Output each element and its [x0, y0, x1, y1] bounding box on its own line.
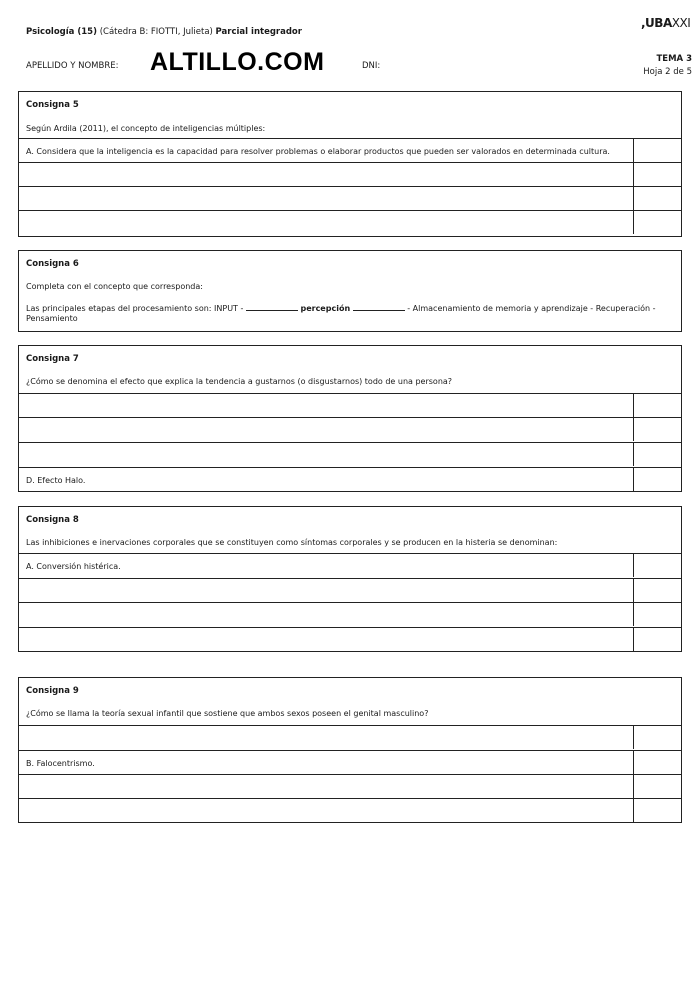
fill-answer: percepción — [300, 304, 351, 313]
consigna-5 — [18, 91, 682, 237]
answer-row[interactable] — [19, 442, 681, 466]
answer-row[interactable] — [19, 798, 681, 822]
chair-name: (Cátedra B: FIOTTI, Julieta) — [99, 27, 213, 37]
consigna-question: ¿Cómo se denomina el efecto que explica la tendencia a gustarnos (o disgustarnos) todo de una persona? — [26, 377, 453, 386]
mark-cell[interactable] — [633, 187, 634, 210]
consigna-question: Completa con el concepto que corresponda: — [26, 282, 203, 291]
dni-label: DNI: — [362, 61, 381, 71]
mark-cell[interactable] — [633, 418, 634, 441]
answer-row[interactable] — [19, 210, 681, 234]
mark-cell[interactable] — [633, 443, 634, 466]
blank-line — [246, 310, 298, 311]
answer-row[interactable] — [19, 725, 681, 749]
consigna-question: Según Ardila (2011), el concepto de inteligencias múltiples: — [26, 124, 266, 133]
mark-cell[interactable] — [633, 799, 634, 822]
answer-row[interactable] — [19, 467, 681, 491]
answer-text: B. Falocentrismo. — [26, 759, 95, 768]
answer-row[interactable] — [19, 186, 681, 210]
tema-number: TEMA 3 — [656, 54, 692, 64]
mark-cell[interactable] — [633, 726, 634, 749]
answer-row[interactable] — [19, 417, 681, 441]
consigna-question: ¿Cómo se llama la teoría sexual infantil que sostiene que ambos sexos poseen el genital masculino? — [26, 709, 429, 718]
uba-xxi-logo: ,UBAXXI — [641, 16, 691, 30]
mark-cell[interactable] — [633, 163, 634, 186]
answer-row[interactable] — [19, 553, 681, 577]
answer-text: D. Efecto Halo. — [26, 476, 86, 485]
mark-cell[interactable] — [633, 468, 634, 491]
mark-cell[interactable] — [633, 394, 634, 417]
name-label: APELLIDO Y NOMBRE: — [26, 61, 119, 71]
exam-header — [26, 27, 302, 37]
consigna-title: Consigna 8 — [26, 515, 79, 525]
mark-cell[interactable] — [633, 554, 634, 577]
fill-prefix: Las principales etapas del procesamiento son: INPUT - — [26, 304, 246, 313]
page-indicator: Hoja 2 de 5 — [643, 67, 692, 77]
mark-cell[interactable] — [633, 603, 634, 626]
answer-row[interactable] — [19, 774, 681, 798]
answer-text: A. Considera que la inteligencia es la capacidad para resolver problemas o elaborar productos que pueden ser valorados en determinada cultura. — [26, 147, 610, 156]
answer-row[interactable] — [19, 602, 681, 626]
mark-cell[interactable] — [633, 211, 634, 234]
subject-name: Psicología (15) — [26, 27, 97, 37]
blank-line — [353, 310, 405, 311]
consigna-title: Consigna 6 — [26, 259, 79, 269]
mark-cell[interactable] — [633, 628, 634, 651]
mark-cell[interactable] — [633, 751, 634, 774]
mark-cell[interactable] — [633, 579, 634, 602]
answer-row[interactable] — [19, 138, 681, 162]
answer-text: A. Conversión histérica. — [26, 562, 121, 571]
answer-row[interactable] — [19, 162, 681, 186]
fill-in-sentence — [26, 304, 673, 324]
answer-row[interactable] — [19, 750, 681, 774]
mark-cell[interactable] — [633, 139, 634, 162]
consigna-title: Consigna 7 — [26, 354, 79, 364]
answer-row[interactable] — [19, 393, 681, 417]
consigna-question: Las inhibiciones e inervaciones corporales que se constituyen como síntomas corporales y se producen en la histeria se denominan: — [26, 538, 558, 547]
consigna-6 — [18, 250, 682, 332]
tema-info — [643, 53, 692, 79]
exam-type: Parcial integrador — [215, 27, 302, 37]
answer-row[interactable] — [19, 627, 681, 651]
consigna-8 — [18, 506, 682, 652]
consigna-title: Consigna 9 — [26, 686, 79, 696]
consigna-7 — [18, 345, 682, 492]
fill-suffix: - Almacenamiento de memoria y aprendizaje - Recuperación - Pensamiento — [26, 304, 656, 323]
consigna-9 — [18, 677, 682, 823]
mark-cell[interactable] — [633, 775, 634, 798]
watermark: ALTILLO.COM — [150, 48, 325, 76]
answer-row[interactable] — [19, 578, 681, 602]
consigna-title: Consigna 5 — [26, 100, 79, 110]
